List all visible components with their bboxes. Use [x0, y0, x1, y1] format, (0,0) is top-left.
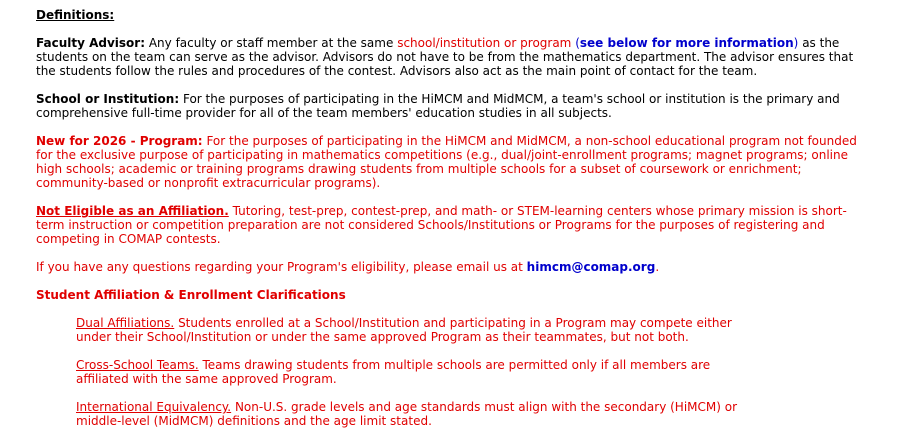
dual-affiliations-label: Dual Affiliations.	[76, 316, 175, 330]
see-below-link[interactable]: see below for more information	[579, 36, 794, 50]
contact-end: .	[655, 260, 660, 274]
international-equivalency-label: International Equivalency.	[76, 400, 232, 414]
school-institution-paragraph	[36, 92, 864, 120]
clarification-item	[76, 316, 766, 344]
contact-paragraph	[36, 260, 864, 274]
clarification-item	[76, 358, 766, 386]
program-text: For the purposes of participating in the HiMCM and MidMCM, a non-school educational program not founded for the exclusive purpose of participating in mathematics competitions (e.g., dual/joint-enrollment programs; magnet programs; online high schools; academic or training programs drawing students from multiple schools for a subset of coursework or enrichment; community-based or nonprofit extracurricular programs).	[36, 134, 857, 190]
faculty-advisor-text-1: Any faculty or staff member at the same	[148, 36, 394, 50]
email-link[interactable]: himcm@comap.org	[526, 260, 656, 274]
clarifications-heading	[36, 288, 864, 302]
faculty-advisor-label: Faculty Advisor:	[36, 36, 146, 50]
not-eligible-text: Tutoring, test-prep, contest-prep, and math- or STEM-learning centers whose primary mission is short-term instruction or competition preparation are not considered Schools/Institutions or Programs for the purposes of registering and competing in COMAP contests.	[36, 204, 847, 246]
faculty-advisor-paragraph	[36, 36, 864, 78]
paren-open: (	[575, 36, 580, 50]
paren-close: )	[793, 36, 799, 50]
school-institution-label: School or Institution:	[36, 92, 180, 106]
not-eligible-paragraph	[36, 204, 864, 246]
contact-text: If you have any questions regarding your Program's eligibility, please email us at	[36, 260, 523, 274]
international-equivalency-text: Non-U.S. grade levels and age standards must align with the secondary (HiMCM) or middle-level (MidMCM) definitions and the age limit stated.	[76, 400, 738, 428]
school-program-term: school/institution or program	[397, 36, 572, 50]
not-eligible-label: Not Eligible as an Affiliation.	[36, 204, 229, 218]
cross-school-text: Teams drawing students from multiple schools are permitted only if all members are affiliated with the same approved Program.	[76, 358, 711, 386]
faculty-advisor-text-2: as the students on the team can serve as the advisor. Advisors do not have to be from the mathematics department. The advisor ensures that the students follow the rules and procedures of the contest. Advisors also act as the main point of contact for the team.	[36, 36, 854, 78]
program-label: New for 2026 - Program:	[36, 134, 203, 148]
school-institution-text: For the purposes of participating in the HiMCM and MidMCM, a team's school or institution is the primary and comprehensive full-time provider for all of the team members' education studies in all subjects.	[36, 92, 840, 120]
clarifications-heading-text: Student Affiliation & Enrollment Clarifications	[36, 288, 346, 302]
definitions-heading: Definitions:	[36, 8, 115, 22]
program-paragraph	[36, 134, 864, 190]
dual-affiliations-text: Students enrolled at a School/Institution and participating in a Program may compete either under their School/Institution or under the same approved Program as their teammates, but not both.	[76, 316, 732, 344]
cross-school-label: Cross-School Teams.	[76, 358, 199, 372]
